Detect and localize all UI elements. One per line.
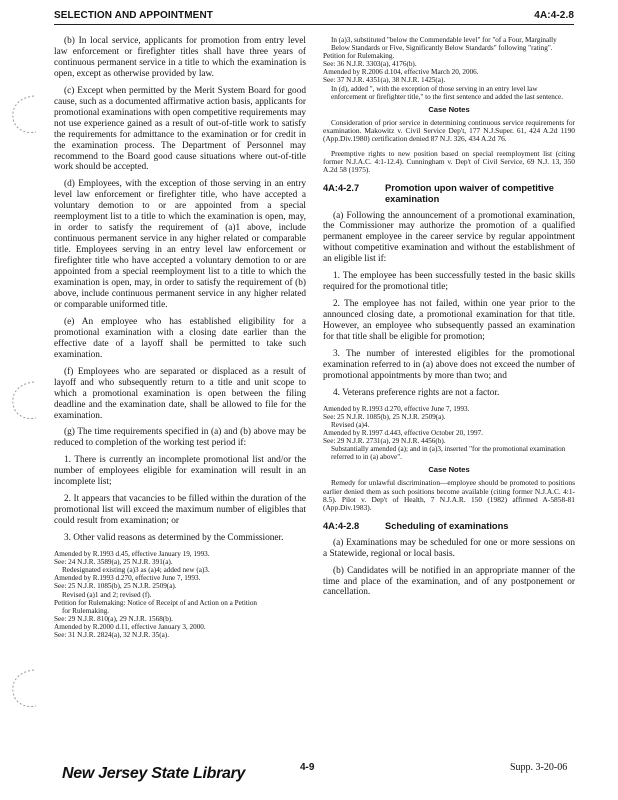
history-line: Redesignated existing (a)3 as (a)4; added new (a)3.: [62, 566, 210, 575]
paragraph-b: (b) In local service, applicants for promotion from entry level law enforcement or firefighter titles shall have three years of continuous permanent service in a title to which the examination is open, except as otherwise provided by law.: [54, 36, 306, 79]
section-title: Scheduling of examinations: [385, 520, 509, 531]
paragraph-d: (d) Employees, with the exception of those serving in an entry level law enforcement or firefighter title, who have accepted a voluntary demotion to or are appointed from a special reemployment list to a title to which the examination is open, may, in order to satisfy the requirement of (a)1 above, include continuous permanent service in any higher related or comparable title. Employees serving in an entry level law enforcement or firefighter title who have accepted a voluntary demotion to or are appointed from a special reemployment list to a title to which the examination is open, may, in order to satisfy the requirement of (b) above, include continuous permanent service in any higher related or comparable uniformed title.: [54, 179, 306, 310]
history-line: See: 31 N.J.R. 2824(a), 32 N.J.R. 35(a).: [54, 630, 169, 639]
history-line: See: 25 N.J.R. 1085(b), 25 N.J.R. 2509(a).: [323, 412, 446, 421]
punch-hole-mark: [6, 666, 42, 710]
paragraph-g-item-1: 1. There is currently an incomplete promotional list and/or the number of employees eligible for examination will result in an incomplete list;: [54, 455, 306, 488]
history-line: Petition for Rulemaking: Notice of Receipt of and Action on a Petition: [54, 598, 258, 607]
history-line: Revised (a)4.: [331, 421, 370, 430]
section-reference: 4A:4-2.8: [534, 10, 574, 21]
history-line: See: 36 N.J.R. 3303(a), 4176(b).: [323, 60, 417, 69]
paragraph-g: (g) The time requirements specified in (a) and (b) above may be reduced to completion of the working test period if:: [54, 427, 306, 449]
section-2-7-item-3: 3. The number of interested eligibles for the promotional examination referred to in (a) above does not exceed the number of promotional appointments by more than two; and: [323, 349, 575, 381]
paragraph-c: (c) Except when permitted by the Merit System Board for good cause, such as a documented affirmative action basis, applicants for promotional examinations with open competitive requirements may not use experience gained as a result of out-of-title work to satisfy the requirements for admittance to the examination or for credit in the examination process. The Department of Personnel may recommend to the Board good cause situations where out-of-title work should be accepted.: [54, 85, 306, 173]
chapter-title: SELECTION AND APPOINTMENT: [54, 10, 213, 21]
case-note: Preemptive rights to new position based on special reemployment list (citing former N.J.A.C. 4:1-12.4). Cunningham v. Dep't of Civil Service, 69 N.J. 13, 350 A.2d 58 (1975).: [323, 148, 575, 175]
history-notes-top: [323, 36, 575, 101]
history-line: See: 37 N.J.R. 4351(a), 38 N.J.R. 1425(a).: [323, 76, 446, 85]
paragraph-g-item-2: 2. It appears that vacancies to be filled within the duration of the promotional list will exceed the maximum number of eligibles that could result from examination; or: [54, 494, 306, 527]
history-notes-middle: [323, 405, 575, 462]
punch-hole-mark: [6, 378, 42, 422]
page-number: 4-9: [300, 762, 315, 773]
section-2-7-item-2: 2. The employee has not failed, within one year prior to the announced closing date, a promotional examination for that title. However, an employee who subsequently passed an examination for that title shall be eligible for promotion;: [323, 299, 575, 343]
history-line: Amended by R.1993 d.270, effective June 7, 1993.: [54, 574, 201, 583]
paragraph-f: (f) Employees who are separated or displaced as a result of layoff and who subsequently return to a title and unit scope to which a promotional examination is open between the filing deadline and the examination date, shall be allowed to file for the examination.: [54, 366, 306, 421]
history-line: In (a)3, substituted "below the Commendable level" for "of a Four, Marginally Below Standards or Five, Significantly Below Standards" following "rating".: [331, 36, 557, 53]
section-2-7-item-1: 1. The employee has been successfully tested in the basic skills required for the promotional title;: [323, 271, 575, 293]
section-number: 4A:4-2.8: [323, 520, 360, 531]
case-note: Remedy for unlawful discrimination—employee should be promoted to positions earlier denied them as such positions become available (citing former N.J.A.C. 4:1-8.5). Pilot v. Dep't of Health, 7 N.J.A.R. 150 (1982) affirmed A-5858-81 (App.Div.1983).: [323, 478, 575, 513]
history-notes: [54, 550, 306, 639]
history-line: See: 24 N.J.R. 3589(a), 25 N.J.R. 391(a).: [54, 558, 173, 567]
paragraph-e: (e) An employee who has established eligibility for a promotional examination with a closing date earlier than the effective date of a layoff shall be permitted to take such examination.: [54, 316, 306, 360]
section-2-7-item-4: 4. Veterans preference rights are not a factor.: [333, 387, 500, 398]
case-notes-heading: Case Notes: [428, 104, 470, 114]
section-title: Promotion upon waiver of competitive examination: [385, 182, 554, 204]
section-heading-2-7: [323, 183, 575, 205]
history-line: See: 29 N.J.R. 810(a), 29 N.J.R. 1568(b).: [54, 614, 173, 623]
paragraph-g-item-3: 3. Other valid reasons as determined by the Commissioner.: [64, 533, 284, 544]
history-line: In (d), added ", with the exception of those serving in an entry level law enforcement or firefighter title," to the first sentence and added the last sentence.: [331, 84, 564, 101]
history-line: Petition for Rulemaking.: [323, 52, 395, 61]
library-stamp: New Jersey State Library: [62, 765, 246, 782]
section-2-8-paragraph-b: (b) Candidates will be notified in an appropriate manner of the time and place of the examination, and of any postponement or cancellation.: [323, 565, 575, 598]
history-line: Amended by R.2006 d.104, effective March 20, 2006.: [323, 68, 479, 77]
punch-hole-mark: [6, 92, 42, 136]
section-number: 4A:4-2.7: [323, 182, 360, 193]
history-line: Substantially amended (a); and in (a)3, inserted "for the promotional examination referred to in (a) above".: [331, 445, 566, 462]
history-line: for Rulemaking.: [62, 606, 110, 615]
history-line: Revised (a)1 and 2; revised (f).: [62, 590, 152, 599]
history-line: Amended by R.1993 d.270, effective June 7, 1993.: [323, 404, 470, 413]
history-line: See: 29 N.J.R. 2731(a), 29 N.J.R. 4456(b).: [323, 437, 446, 446]
section-heading-2-8: [323, 521, 575, 532]
history-line: Amended by R.2000 d.11, effective January 3, 2000.: [54, 622, 206, 631]
history-line: Amended by R.1997 d.443, effective October 20, 1997.: [323, 429, 483, 438]
left-column: [54, 36, 306, 643]
case-note: Consideration of prior service in determining continuous service requirements for examination. Makowitz v. Civil Service Dep't, 177 N.J.Super. 61, 424 A.2d 1190 (App.Div.1980) certification denied 87 N.J. 326, 434 A.2d 76.: [323, 117, 575, 144]
page-header: [54, 10, 574, 25]
right-column: [323, 36, 575, 604]
case-notes-heading: Case Notes: [428, 465, 470, 475]
supplement-date: Supp. 3-20-06: [510, 762, 568, 773]
history-line: See: 25 N.J.R. 1085(b), 25 N.J.R. 2509(a).: [54, 582, 177, 591]
section-2-8-paragraph-a: (a) Examinations may be scheduled for one or more sessions on a Statewide, regional or local basis.: [323, 537, 575, 559]
section-2-7-paragraph-a: (a) Following the announcement of a promotional examination, the Commissioner may authorize the promotion of a qualified permanent employee in the career service by regular appointment without competitive examination and without the establishment of an eligible list if:: [323, 210, 575, 265]
history-line: Amended by R.1993 d.45, effective January 19, 1993.: [54, 550, 210, 559]
